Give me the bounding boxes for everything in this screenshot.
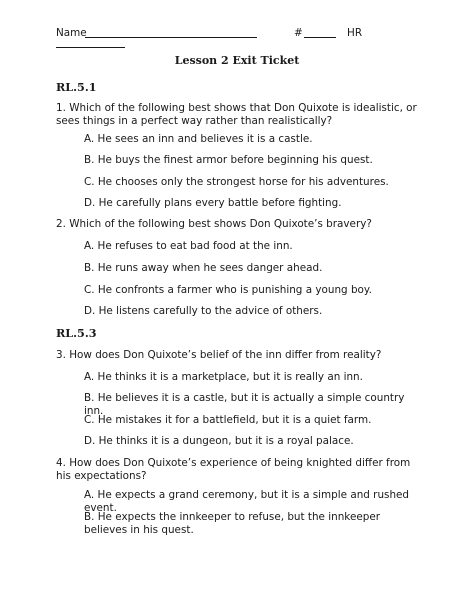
question-text: 1. Which of the following best shows that Don Quixote is idealistic, or sees things in a perfect way rather than realistically?	[56, 102, 417, 127]
answer-option: A. He thinks it is a marketplace, but it is really an inn.	[84, 371, 363, 383]
section-heading: RL.5.1	[56, 80, 97, 94]
answer-option: A. He refuses to eat bad food at the inn.	[84, 240, 293, 252]
hr-blank[interactable]	[56, 47, 125, 48]
number-blank[interactable]	[304, 37, 336, 38]
answer-option: A. He sees an inn and believes it is a castle.	[84, 133, 313, 145]
answer-option: B. He expects the innkeeper to refuse, but the innkeeper believes in his quest.	[84, 511, 380, 536]
answer-option: B. He buys the finest armor before beginning his quest.	[84, 154, 373, 166]
answer-option: D. He thinks it is a dungeon, but it is a royal palace.	[84, 435, 354, 447]
answer-option: C. He mistakes it for a battlefield, but it is a quiet farm.	[84, 414, 372, 426]
name-blank[interactable]	[85, 37, 257, 38]
answer-option: C. He chooses only the strongest horse for his adventures.	[84, 176, 389, 188]
answer-option: B. He believes it is a castle, but it is actually a simple country inn.	[84, 392, 405, 417]
name-label: Name	[56, 27, 87, 39]
answer-option: D. He listens carefully to the advice of others.	[84, 305, 323, 317]
answer-option: B. He runs away when he sees danger ahead.	[84, 262, 323, 274]
page-title: Lesson 2 Exit Ticket	[174, 54, 300, 67]
question-text: 4. How does Don Quixote’s experience of being knighted differ from his expectations?	[56, 457, 411, 482]
answer-option: C. He confronts a farmer who is punishing a young boy.	[84, 284, 372, 296]
question-text: 3. How does Don Quixote’s belief of the inn differ from reality?	[56, 349, 382, 361]
number-label: #	[294, 27, 303, 39]
hr-label: HR	[347, 27, 363, 39]
section-heading: RL.5.3	[56, 326, 97, 340]
question-text: 2. Which of the following best shows Don Quixote’s bravery?	[56, 218, 372, 230]
answer-option: A. He expects a grand ceremony, but it is a simple and rushed event.	[84, 489, 410, 514]
answer-option: D. He carefully plans every battle before fighting.	[84, 197, 342, 209]
